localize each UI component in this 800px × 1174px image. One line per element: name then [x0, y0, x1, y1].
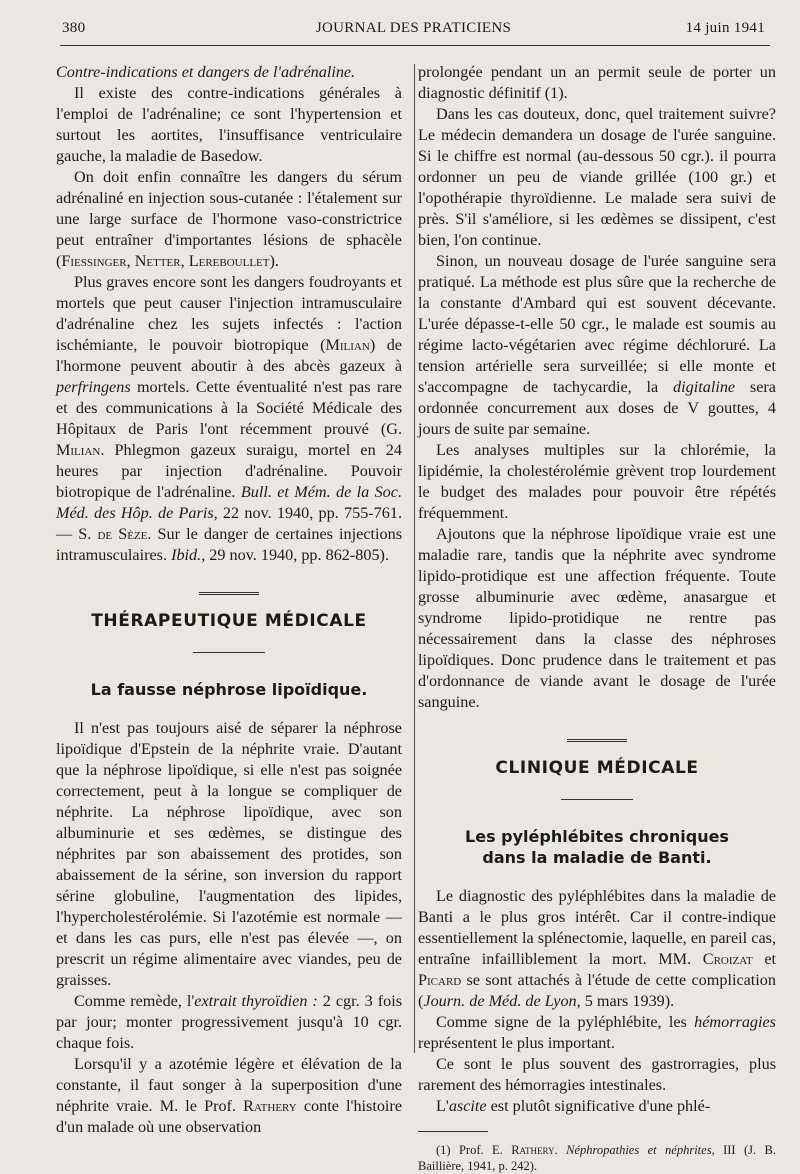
paragraph: L'ascite est plutôt significative d'une phlé- [436, 1097, 711, 1115]
section-separator [56, 580, 402, 601]
column-divider [414, 64, 415, 1053]
article-title: Les pyléphlébites chroniques dans la maladie de Banti. [465, 827, 729, 867]
paragraph: On doit enfin connaître les dangers du sérum adrénaliné en injection sous-cutanée : l'étalement sur une large surface de l'hormone vaso-constrictrice peut entraîner d'importantes lésions de sphacèle (Fiessinger, Netter, Lereboullet). [56, 168, 402, 270]
paragraph: Ajoutons que la néphrose lipoïdique vraie est une maladie rare, tandis que la néphrite avec syndrome lipido-protidique est une affection fréquente. Toute grosse albuminurie avec œdème, anasargue et syndrome lipido-protidique ne rentre pas nécessairement dans la classe des néphroses lipoïdiques. Donc prudence dans le traitement et pas d'ordonnance de viande avant le dosage de l'urée sanguine. [418, 525, 776, 711]
section-separator [418, 727, 776, 748]
section-title: THÉRAPEUTIQUE MÉDICALE [91, 611, 367, 631]
paragraph: Comme remède, l'extrait thyroïdien : 2 cgr. 3 fois par jour; monter progressivement jusqu'à 10 cgr. chaque fois. [56, 992, 402, 1052]
footnote: (1) Prof. E. Rathery. Néphropathies et néphrites, III (J. B. Baillière, 1941, p. 242). [418, 1143, 777, 1173]
article-title: La fausse néphrose lipoïdique. [90, 680, 368, 699]
paragraph: Le diagnostic des pyléphlébites dans la maladie de Banti a le plus gros intérêt. Car il contre-indique essentiellement la splénectomie, laquelle, en pareil cas, entraîne infailliblement la mort. MM. Croizat et Picard se sont attachés à l'étude de cette complication (Journ. de Méd. de Lyon, 5 mars 1939). [418, 887, 776, 1010]
title-rule [56, 638, 402, 659]
page-number: 380 [62, 19, 86, 36]
paragraph: Les analyses multiples sur la chlorémie, la lipidémie, la cholestérolémie grèvent trop lourdement le budget des malades pour pouvoir être répétés fréquemment. [418, 441, 776, 522]
right-column [418, 62, 776, 1174]
paragraph: Il n'est pas toujours aisé de séparer la néphrose lipoïdique d'Epstein de la néphrite vraie. D'autant que la néphrose lipoïdique, si elle n'est pas soignée correctement, peut à la longue se compliquer de néphrite. La néphrose lipoïdique, avec son albuminurie et ses œdèmes, se distingue des néphrites par son abaissement des protides, son abaissement de la sérine, son inversion du rapport sérine globuline, l'augmentation des lipides, l'hypercholestérolémie. Si l'azotémie est normale — et dans les cas purs, elle n'est pas élevée —, on prescrit un régime alimentaire avec viandes, peu de graisses. [56, 719, 402, 989]
paragraph: Comme signe de la pyléphlébite, les hémorragies représentent le plus important. [418, 1013, 776, 1052]
subsection-heading: Contre-indications et dangers de l'adrénaline. [56, 63, 356, 81]
paragraph: Il existe des contre-indications générales à l'emploi de l'adrénaline; ce sont l'hypertension et surtout les aortites, l'insuffisance ventriculaire gauche, la maladie de Basedow. [56, 84, 402, 165]
paragraph: prolongée pendant un an permit seule de porter un diagnostic définitif (1). [418, 63, 776, 102]
issue-date: 14 juin 1941 [685, 19, 765, 36]
journal-title: JOURNAL DES PRATICIENS [315, 19, 512, 36]
paragraph: Lorsqu'il y a azotémie légère et élévation de la constante, il faut songer à la superposition d'une néphrite vraie. M. le Prof. Rathery conte l'histoire d'un malade où une observation [56, 1055, 403, 1136]
paragraph: Dans les cas douteux, donc, quel traitement suivre? Le médecin demandera un dosage de l'urée sanguine. Si le chiffre est normal (au-dessous 50 cgr.). il pourra ordonner un peu de viande grillée (100 gr.) et l'opothérapie thyroïdienne. Le malade sera suivi de près. S'il s'améliore, si les œdèmes se dissipent, c'est bien, l'on continue. [418, 105, 776, 249]
page-header [62, 14, 765, 42]
footnote-rule [418, 1131, 488, 1132]
paragraph: Ce sont le plus souvent des gastrorragies, plus rarement des hémorragies intestinales. [418, 1055, 776, 1094]
section-title: CLINIQUE MÉDICALE [495, 758, 699, 778]
paragraph: Sinon, un nouveau dosage de l'urée sanguine sera pratiqué. La méthode est plus sûre que la recherche de la constante d'Ambard qui est souvent décevante. L'urée dépasse-t-elle 50 cgr., le malade est soumis au régime lacto-végétarien avec régime déchloruré. La tension artérielle sera surveillée; si elle monte et s'accompagne de tachycardie, la digitaline sera ordonnée concurrement aux doses de V gouttes, 4 jours de suite par semaine. [418, 252, 776, 438]
left-column [56, 62, 402, 1138]
paragraph: Plus graves encore sont les dangers foudroyants et mortels que peut causer l'injection intramusculaire d'adrénaline chez les sujets infectés : l'action ischémiante, le pouvoir biotropique (Milian) de l'hormone peuvent aboutir à des abcès gazeux à perfringens mortels. Cette éventualité n'est pas rare et des communications à la Société Médicale des Hôpitaux de Paris l'ont récemment prouvé (G. Milian. Phlegmon gazeux suraigu, mortel en 24 heures par injection d'adrénaline. Pouvoir biotropique de l'adrénaline. Bull. et Mém. de la Soc. Méd. des Hôp. de Paris, 22 nov. 1940, pp. 755-761. — S. de Sèze. Sur le danger de certaines injections intramusculaires. Ibid., 29 nov. 1940, pp. 862-805). [56, 273, 403, 564]
title-rule [418, 785, 776, 806]
header-rule [60, 45, 770, 46]
